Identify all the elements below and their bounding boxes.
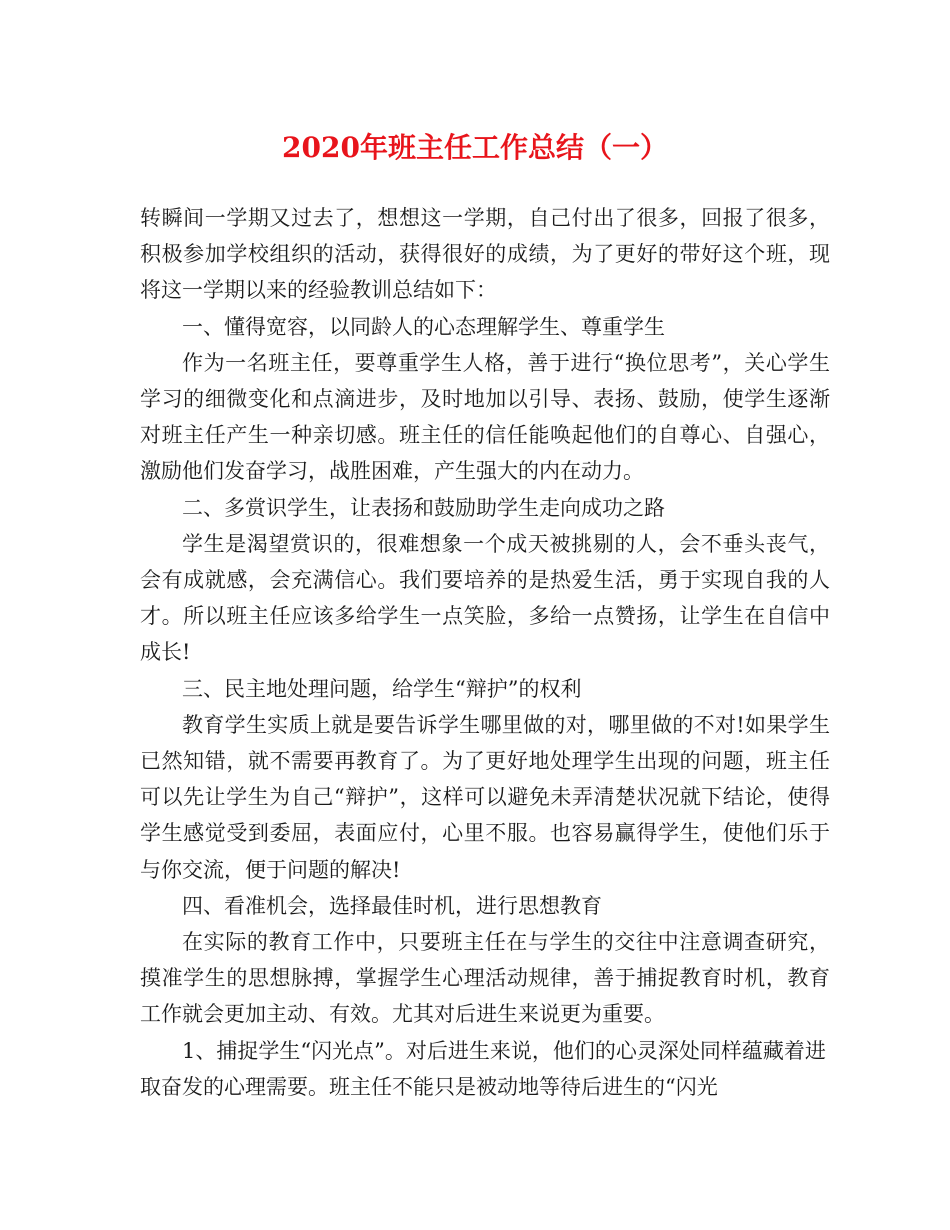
section-paragraph-1: 作为一名班主任，要尊重学生人格，善于进行“换位思考”，关心学生学习的细微变化和点滴进步，及时地加以引导、表扬、鼓励，使学生逐渐对班主任产生一种亲切感。班主任的信任能唤起他们的自尊心、自强心，激励他们发奋学习，战胜困难，产生强大的内在动力。 [140,350,830,484]
section-heading-1: 一、懂得宽容，以同龄人的心态理解学生、尊重学生 [182,314,665,339]
section-heading-2: 二、多赏识学生，让表扬和鼓励助学生走向成功之路 [182,495,665,520]
section-heading-4: 四、看准机会，选择最佳时机，进行思想教育 [182,893,602,918]
section-paragraph-4: 在实际的教育工作中，只要班主任在与学生的交往中注意调查研究，摸准学生的思想脉搏，掌握学生心理活动规律，善于捕捉教育时机，教育工作就会更加主动、有效。尤其对后进生来说更为重要。 [140,930,830,1027]
section-heading-3: 三、民主地处理问题，给学生“辩护”的权利 [182,676,582,701]
subsection-paragraph-1: 1、捕捉学生“闪光点”。对后进生来说，他们的心灵深处同样蕴藏着进取奋发的心理需要。班主任不能只是被动地等待后进生的“闪光 [140,1038,826,1099]
document-body [140,200,830,1105]
intro-paragraph: 转瞬间一学期又过去了，想想这一学期，自己付出了很多，回报了很多，积极参加学校组织的活动，获得很好的成绩，为了更好的带好这个班，现将这一学期以来的经验教训总结如下： [140,206,830,303]
section-paragraph-2: 学生是渴望赏识的，很难想象一个成天被挑剔的人，会不垂头丧气，会有成就感，会充满信心。我们要培养的是热爱生活，勇于实现自我的人才。所以班主任应该多给学生一点笑脸，多给一点赞扬，让学生在自信中成长! [140,531,830,665]
section-paragraph-3: 教育学生实质上就是要告诉学生哪里做的对，哪里做的不对!如果学生已然知错，就不需要再教育了。为了更好地处理学生出现的问题，班主任可以先让学生为自己“辩护”，这样可以避免未弄清楚状况就下结论，使得学生感觉受到委屈，表面应付，心里不服。也容易赢得学生，使他们乐于与你交流，便于问题的解决! [140,712,830,882]
document-title: 2020年班主任工作总结（一） [282,131,668,164]
